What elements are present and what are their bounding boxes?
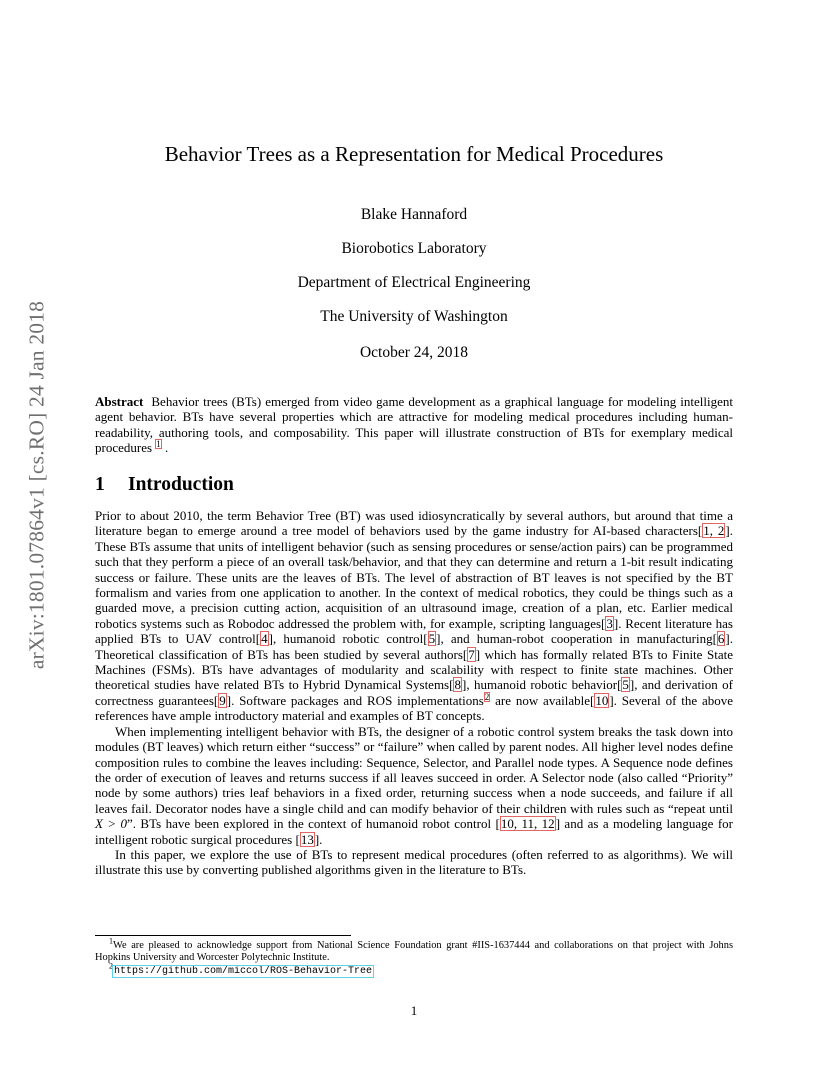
footnotes [95,936,733,978]
author-name: Blake Hannaford [360,206,468,223]
paragraph-3: In this paper, we explore the use of BTs to represent medical procedures (often referred to as algorithms). We will illustrate this use by converting published algorithms given in the literature to BTs. [95,846,733,878]
abstract-label: Abstract [95,394,144,409]
footnote-link-1[interactable]: 1 [156,438,161,449]
text-run: , and human-robot cooperation in manufacturing [440,631,713,647]
citation-link[interactable]: 7 [468,646,475,662]
footnote-text: We are pleased to acknowledge support from National Science Foundation grant #IIS-1637444 and collaborations on that project with Johns Hopkins University and Worcester Polytechnic Institute. [95,940,733,964]
footnote-mark: 1 [109,936,113,946]
footnote-link-2[interactable]: 2 [484,691,490,702]
text-run: which has formally related BTs to Finite State Machines (FSMs). BTs have advantages of modularity and scalability with respect to finite state machines. Other theoretical studies have related BTs to Hybrid Dynamical Systems [95,646,733,693]
citation-link[interactable]: 6 [717,631,725,647]
text-run: When implementing intelligent behavior with BTs, the designer of a robotic control system breaks the task down into modules (BT leaves) which return either “success” or “failure” when called by parent nodes. All higher level nodes define composition rules to combine the leaves including: Sequence, Selector, and Parallel node types. A Sequence node defines the order of execution of leaves and returns success if all leaves succeed in order. A Selector node (also called “Priority” node by some authors) tries leaf behaviors in a fixed order, returning success when a node succeeds, and failure if all leaves fail. Decorator nodes have a single child and can modify behavior of their children with rules such as “repeat until [95,723,733,816]
footnote-mark: 2 [109,961,113,971]
text-run: Prior to about 2010, the term Behavior Tree (BT) was used idiosyncratically by several authors, but around that time a literature began to emerge around a tree model of behaviors used by the game industry for AI-based characters [95,508,733,539]
citation-link[interactable]: 5 [428,631,436,647]
citation-link[interactable]: 10 [595,692,609,708]
abstract-text: Behavior trees (BTs) emerged from video game development as a graphical language for modeling intelligent agent behavior. BTs have several properties which are attractive for modeling medical procedures including human-readability, authoring tools, and composability. This paper will illustrate construction of BTs for exemplary medical procedures [95,394,733,456]
github-url-link[interactable]: https://github.com/miccol/ROS-Behavior-Tree [114,965,373,977]
paragraph-2: When implementing intelligent behavior with BTs, the designer of a robotic control system breaks the task down into modules (BT leaves) which return either “success” or “failure” when called by parent nodes. All higher level nodes define composition rules to combine the leaves including: Sequence, Selector, and Parallel node types. A Sequence node defines the order of execution of leaves and returns success if all leaves succeed in order. A Selector node (also called “Priority” node by some authors) tries leaf behaviors in a fixed order, returning success when a node succeeds, and failure if all leaves fail. Decorator nodes have a single child and can modify behavior of their children with rules such as “repeat until X > 0”. BTs have been explored in the context of humanoid robot control [10, 11, 12] and as a modeling language for intelligent robotic surgical procedures [13]. [95,723,733,847]
text-run: . These BTs assume that units of intelligent behavior (such as sensing procedures or sense/action pairs) can be programmed such that they perform a piece of an overall task/behavior, and that they can determine and return a 1-bit result indicating success or failure. These units are the leaves of BTs. The level of abstraction of BT leaves is not specified by the BT formalism and varies from one application to another. In the context of medical robotics, they could be things such as a guarded move, a precision cutting action, acquisition of an ultrasound image, creation of a plan, etc. Earlier medical robotics systems such as Robodoc addressed the problem with, for example, scripting languages [95,523,733,631]
paper-date: October 24, 2018 [359,344,469,361]
paragraph-1: Prior to about 2010, the term Behavior Tree (BT) was used idiosyncratically by several authors, but around that time a literature began to emerge around a tree model of behaviors used by the game industry for AI-based characters[1, 2]. These BTs assume that units of intelligent behavior (such as sensing procedures or sense/action pairs) can be programmed such that they perform a piece of an overall task/behavior, and that they can determine and return a 1-bit result indicating success or failure. These units are the leaves of BTs. The level of abstraction of BT leaves is not specified by the BT formalism and varies from one application to another. In the context of medical robotics, they could be things such as a guarded move, a precision cutting action, acquisition of an ultrasound image, creation of a plan, etc. Earlier medical robotics systems such as Robodoc addressed the problem with, for example, scripting languages[3]. Recent literature has applied BTs to UAV control[4], humanoid robotic control[5], and human-robot cooperation in manufacturing[6]. Theoretical classification of BTs has been studied by several authors[7] which has formally related BTs to Finite State Machines (FSMs). BTs have advantages of modularity and scalability with respect to finite state machines. Other theoretical studies have related BTs to Hybrid Dynamical Systems[8], humanoid robotic behavior[5], and derivation of correctness guarantees[9]. Software packages and ROS implementations$^2$ are now available[10]. Several of the above references have ample introductory material and examples of BT concepts. [95,508,734,724]
citation-link[interactable]: 5 [622,677,629,693]
section-body [95,508,733,878]
footnote-1 [95,936,733,965]
text-run: are now available [490,692,590,708]
text-run: , humanoid robotic behavior [466,677,618,693]
affiliation-university: The University of Washington [320,308,508,325]
citation-link[interactable]: 3 [606,615,613,631]
abstract [95,394,733,456]
math-expression: X > 0 [95,816,128,832]
text-run: , and derivation of correctness guarantees [95,677,733,708]
text-run: . [319,831,323,847]
citation-link[interactable]: 8 [454,677,461,693]
paper-title: Behavior Trees as a Representation for Medical Procedures [164,142,664,166]
text-run: , humanoid robotic control [272,631,424,647]
section-title: Introduction [128,474,234,495]
arxiv-identifier: arXiv:1801.07864v1 [cs.RO] 24 Jan 2018 [24,300,49,670]
section-number: 1 [95,474,105,495]
citation-link[interactable]: 4 [261,631,268,647]
text-run: . Software packages and ROS implementations [231,692,484,708]
affiliation-lab: Biorobotics Laboratory [341,240,487,257]
citation-link[interactable]: 10, 11, 12 [500,816,555,832]
text-run: . Theoretical classification of BTs has been studied by several authors [95,631,734,662]
footnote-2 [95,961,733,978]
citation-link[interactable]: 9 [219,692,226,708]
citation-link[interactable]: 1, 2 [703,523,725,539]
text-run: . Several of the above references have ample introductory material and examples of BT concepts. [95,692,733,724]
section-heading [95,474,234,496]
page-number: 1 [410,1003,418,1018]
citation-link[interactable]: 13 [300,831,314,847]
text-run: and as a modeling language for intelligent robotic surgical procedures [95,816,733,847]
affiliation-department: Department of Electrical Engineering [297,274,531,291]
arxiv-sidebar [22,290,52,680]
text-run: ”. BTs have been explored in the context of humanoid robot control [127,816,496,832]
footnote-divider [95,935,351,936]
text-run: . Recent literature has applied BTs to UAV control [95,615,733,647]
abstract-end: . [165,440,169,456]
